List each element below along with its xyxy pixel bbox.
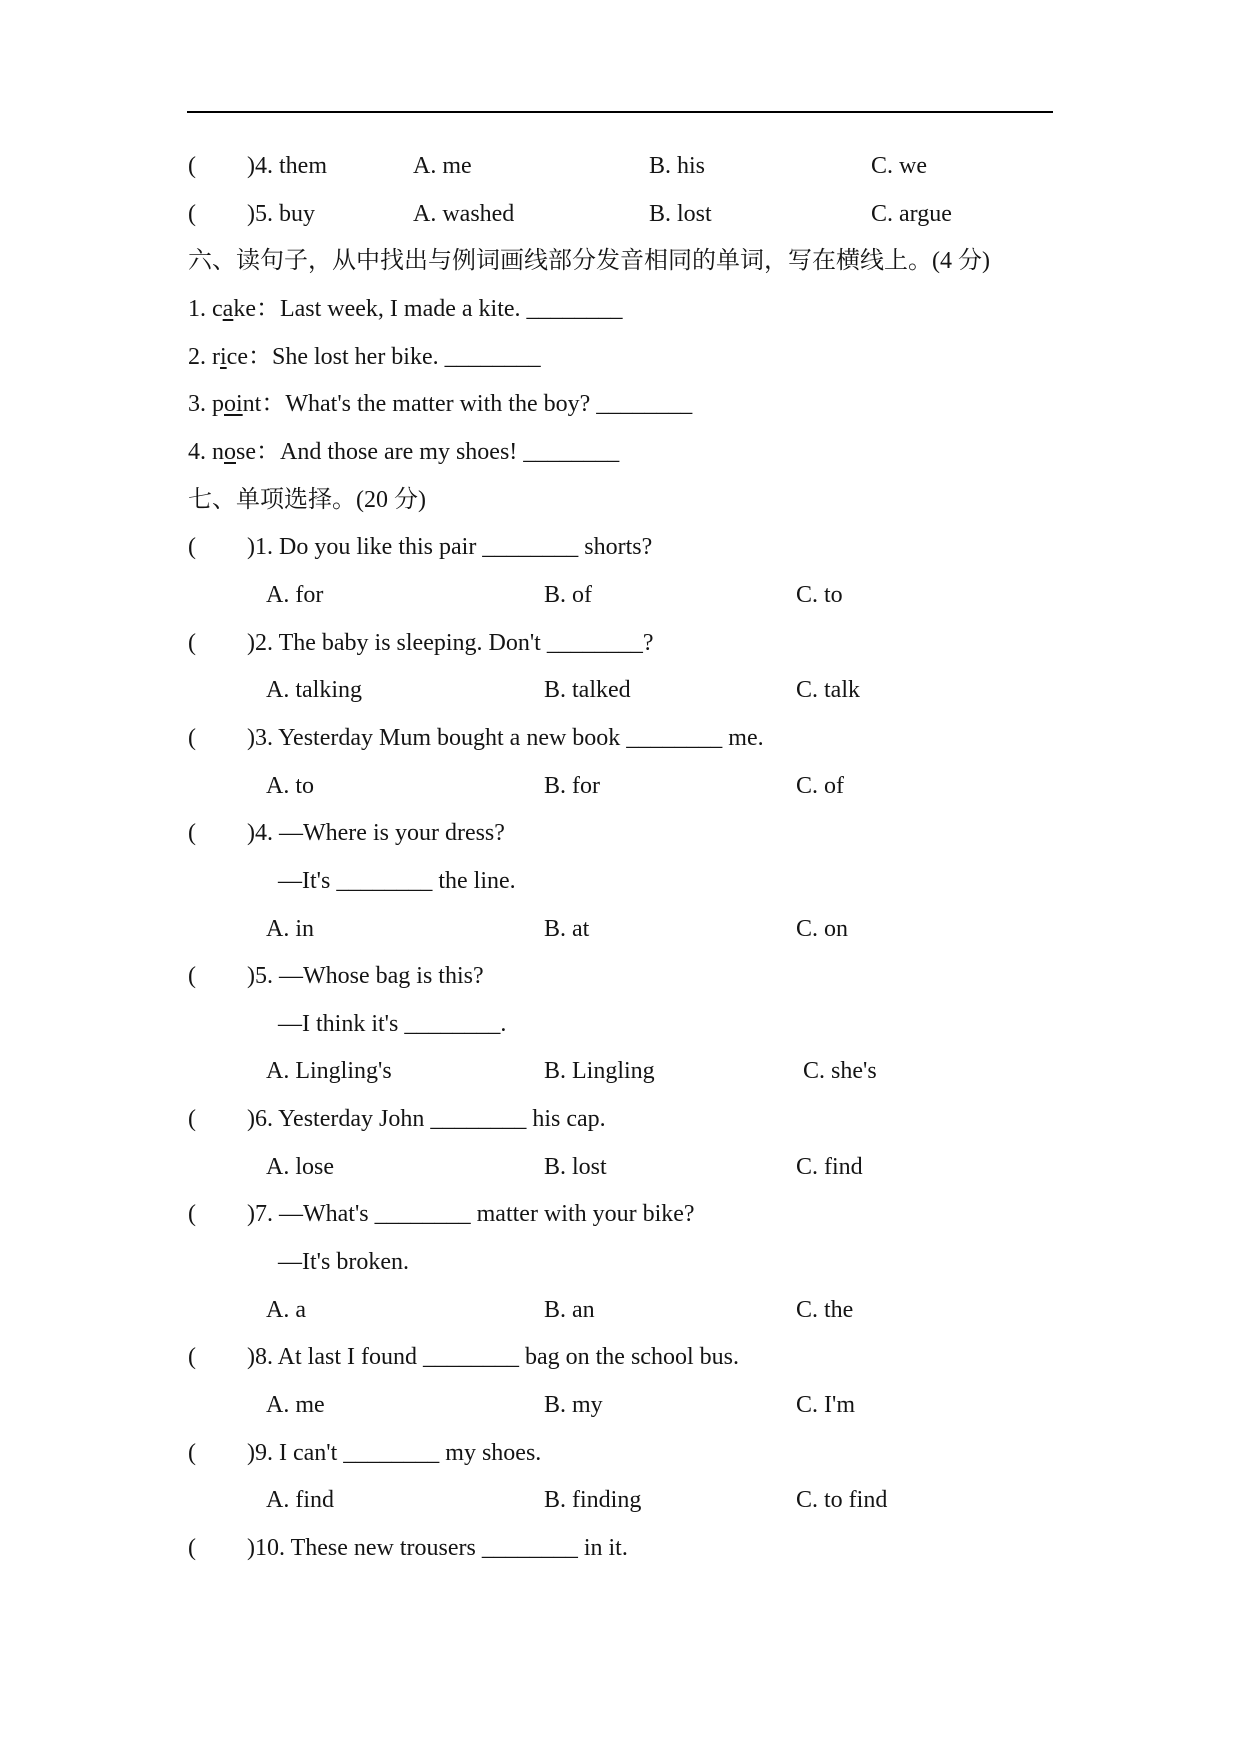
question-text: 10. These new trousers ________ in it.: [255, 1535, 628, 1562]
example-word-start: 4. n: [188, 438, 224, 465]
example-word-end: ke：: [233, 295, 280, 322]
s7-question-1: [0, 524, 1241, 572]
answer-paren-close: ): [247, 1106, 255, 1133]
s7-options-4: [0, 906, 1241, 954]
answer-paren-open: (: [188, 1535, 196, 1562]
question-text: 4. them: [255, 153, 327, 179]
sentence: And those are my shoes! ________: [280, 438, 620, 465]
answer-paren-open: (: [188, 1201, 196, 1228]
sentence: She lost her bike. ________: [271, 343, 541, 370]
question-text: 6. Yesterday John ________ his cap.: [255, 1106, 606, 1133]
question-text: 5. —Whose bag is this?: [255, 963, 484, 990]
option-c: C. talk: [796, 677, 860, 704]
section-heading: 七、单项选择。(20 分): [188, 486, 426, 513]
option-b: B. lost: [544, 1153, 607, 1180]
question-text: 9. I can't ________ my shoes.: [255, 1439, 542, 1466]
answer-paren-close: ): [247, 1439, 255, 1466]
option-b: B. lost: [649, 200, 712, 227]
s7-options-8: [0, 1382, 1241, 1430]
question-stem: [247, 715, 764, 763]
option-a: A. lose: [266, 1153, 334, 1180]
underlined-letters: i: [220, 343, 227, 370]
answer-paren-close: ): [247, 724, 255, 751]
s5-question-4: [0, 143, 1241, 191]
question-text: 5. buy: [255, 200, 315, 227]
option-c: C. the: [796, 1296, 854, 1323]
option-a: A. talking: [266, 677, 362, 704]
underlined-letters: o: [224, 438, 236, 465]
answer-paren-close: ): [247, 629, 255, 656]
s7-options-1: [0, 572, 1241, 620]
question-text: 4. —Where is your dress?: [255, 820, 505, 847]
answer-paren-close: ): [247, 963, 255, 990]
option-b: B. finding: [544, 1487, 642, 1514]
worksheet-content: [0, 143, 1241, 1573]
answer-paren-open: (: [188, 534, 196, 561]
question-stem: [247, 524, 652, 572]
question-stem: [247, 1430, 541, 1478]
answer-paren-open: (: [188, 153, 196, 179]
answer-paren-open: (: [188, 820, 196, 847]
option-a: A. find: [266, 1487, 334, 1514]
example-word-end: se：: [236, 438, 280, 465]
question-stem: [247, 143, 327, 191]
dialogue-reply: —I think it's ________.: [278, 1010, 507, 1037]
dialogue-reply: —It's broken.: [278, 1249, 409, 1276]
option-a: A. me: [266, 1392, 325, 1419]
answer-paren-open: (: [188, 1344, 196, 1371]
s7-question-5-reply: [0, 1001, 1241, 1049]
s7-options-6: [0, 1144, 1241, 1192]
question-text: 8. At last I found ________ bag on the school bus.: [255, 1344, 739, 1371]
answer-paren-close: ): [247, 820, 255, 847]
option-a: A. in: [266, 915, 314, 942]
s7-options-3: [0, 763, 1241, 811]
underlined-letters: oi: [224, 391, 243, 418]
s7-question-9: [0, 1430, 1241, 1478]
question-stem: [247, 1191, 695, 1239]
option-b: B. at: [544, 915, 590, 942]
s6-item-2: [0, 334, 1241, 382]
s6-item-3: [0, 381, 1241, 429]
s7-question-4-reply: [0, 858, 1241, 906]
s7-question-4: [0, 810, 1241, 858]
answer-paren-close: ): [247, 1535, 255, 1562]
underlined-letters: a: [222, 295, 234, 322]
answer-paren-open: (: [188, 629, 196, 656]
section-6-heading: [0, 238, 1241, 286]
option-c: C. to: [796, 581, 843, 608]
answer-paren-close: ): [247, 1201, 255, 1228]
s7-question-6: [0, 1096, 1241, 1144]
answer-paren-close: ): [247, 534, 255, 561]
question-stem: [247, 191, 315, 239]
sentence: Last week, I made a kite. ________: [279, 295, 623, 322]
s6-item-1: [0, 286, 1241, 334]
option-c: C. she's: [803, 1058, 877, 1085]
option-b: B. an: [544, 1296, 595, 1323]
question-stem: [247, 810, 505, 858]
answer-paren-open: (: [188, 1106, 196, 1133]
answer-paren-open: (: [188, 724, 196, 751]
s7-options-2: [0, 667, 1241, 715]
option-b: B. my: [544, 1392, 603, 1419]
answer-paren-open: (: [188, 963, 196, 990]
option-a: A. washed: [413, 200, 515, 227]
option-a: A. for: [266, 581, 324, 608]
s7-question-2: [0, 620, 1241, 668]
question-stem: [247, 1334, 739, 1382]
s7-options-7: [0, 1287, 1241, 1335]
question-stem: [247, 1096, 606, 1144]
option-b: B. Lingling: [544, 1058, 655, 1085]
option-a: A. Lingling's: [266, 1058, 392, 1085]
option-c: C. I'm: [796, 1392, 855, 1419]
question-stem: [247, 953, 484, 1001]
s7-question-5: [0, 953, 1241, 1001]
section-7-heading: [0, 477, 1241, 525]
answer-paren-close: ): [247, 1344, 255, 1371]
option-c: C. of: [796, 772, 844, 799]
option-c: C. argue: [871, 200, 952, 227]
s7-options-5: [0, 1048, 1241, 1096]
answer-paren-close: ): [247, 200, 255, 227]
question-text: 2. The baby is sleeping. Don't ________?: [255, 629, 654, 656]
option-c: C. we: [871, 153, 927, 179]
pronunciation-item: [188, 334, 541, 382]
question-text: 3. Yesterday Mum bought a new book ________ me.: [255, 724, 764, 751]
option-b: B. for: [544, 772, 600, 799]
s7-question-3: [0, 715, 1241, 763]
option-c: C. to find: [796, 1487, 888, 1514]
option-b: B. talked: [544, 677, 631, 704]
option-c: C. on: [796, 915, 849, 942]
question-stem: [247, 1525, 628, 1573]
example-word-start: 3. p: [188, 391, 224, 418]
question-text: 1. Do you like this pair ________ shorts?: [255, 534, 653, 561]
answer-paren-open: (: [188, 1439, 196, 1466]
s5-question-5: [0, 191, 1241, 239]
example-word-start: 1. c: [188, 295, 223, 322]
s7-question-7-reply: [0, 1239, 1241, 1287]
answer-paren-open: (: [188, 200, 196, 227]
option-a: A. a: [266, 1296, 306, 1323]
answer-paren-close: ): [247, 153, 255, 179]
option-a: A. me: [413, 153, 472, 179]
s7-question-7: [0, 1191, 1241, 1239]
example-word-end: ce：: [226, 343, 272, 370]
s7-options-9: [0, 1477, 1241, 1525]
pronunciation-item: [188, 286, 623, 334]
section-heading: 六、读句子，从中找出与例词画线部分发音相同的单词，写在横线上。(4 分): [188, 248, 990, 275]
option-b: B. of: [544, 581, 592, 608]
pronunciation-item: [188, 429, 619, 477]
question-stem: [247, 620, 654, 668]
dialogue-reply: —It's ________ the line.: [278, 867, 516, 894]
option-b: B. his: [649, 153, 706, 179]
option-a: A. to: [266, 772, 314, 799]
pronunciation-item: [188, 381, 692, 429]
s7-question-8: [0, 1334, 1241, 1382]
s7-question-10: [0, 1525, 1241, 1573]
sentence: What's the matter with the boy? ________: [285, 391, 693, 418]
top-rule: [187, 111, 1053, 113]
question-text: 7. —What's ________ matter with your bike?: [255, 1201, 695, 1228]
option-c: C. find: [796, 1153, 863, 1180]
example-word-start: 2. r: [188, 343, 220, 370]
s6-item-4: [0, 429, 1241, 477]
example-word-end: nt：: [242, 391, 286, 418]
